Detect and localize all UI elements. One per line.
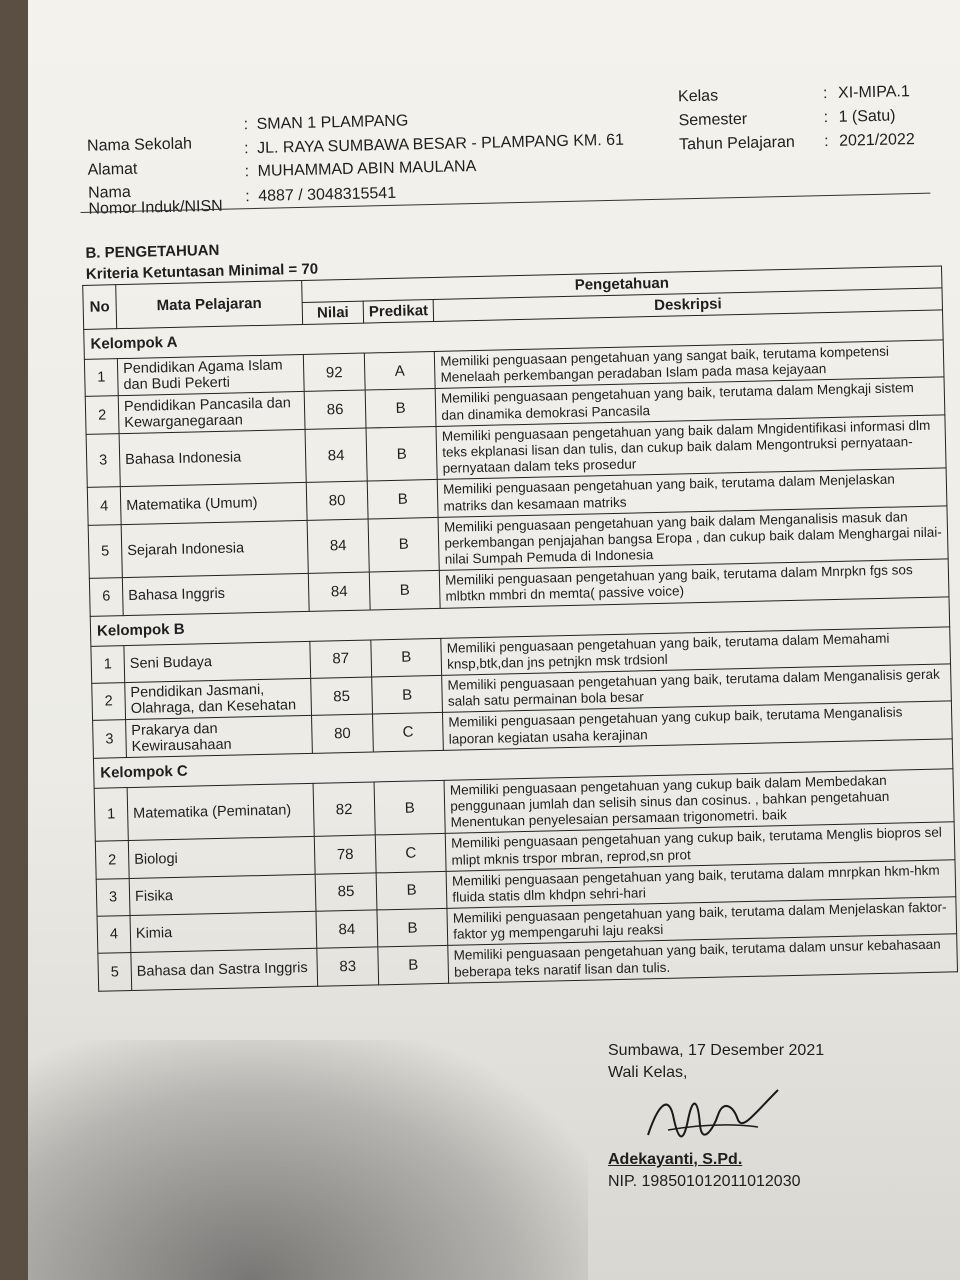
row-number: 5 (98, 953, 132, 991)
row-number: 1 (84, 359, 118, 397)
place-date: Sumbawa, 17 Desember 2021 (608, 1042, 825, 1059)
address-label: Alamat (87, 160, 138, 179)
section-title: B. PENGETAHUAN (85, 241, 220, 262)
row-number: 1 (91, 645, 125, 683)
class-label: Kelas (677, 87, 719, 106)
school-year-value: 2021/2022 (838, 131, 915, 150)
subject-name: Pendidikan Pancasila dan Kewarganegaraan (118, 392, 305, 434)
subject-name: Pendidikan Agama Islam dan Budi Pekerti (117, 354, 304, 396)
description: Memiliki penguasaan pengetahuan yang baik, terutama dalam Mengkaji sistem dan dinamika demokrasi Pancasila (435, 377, 945, 426)
signature-block (608, 1040, 824, 1194)
score: 83 (317, 947, 379, 986)
row-number: 4 (97, 916, 131, 954)
subject-name: Matematika (Peminatan) (127, 783, 314, 841)
row-number: 3 (93, 720, 127, 758)
signer-role: Wali Kelas, (608, 1064, 688, 1082)
score: 85 (315, 873, 377, 912)
row-number: 2 (85, 396, 119, 434)
predicate: B (367, 480, 438, 519)
semester-label: Semester (678, 110, 748, 130)
header-subject: Mata Pelajaran (116, 280, 303, 328)
signature-image (638, 1085, 798, 1149)
row-number: 2 (95, 841, 129, 879)
row-number: 2 (92, 683, 126, 721)
score: 82 (313, 782, 375, 837)
student-name-label: Nama (87, 183, 131, 202)
group-title: Kelompok C (93, 739, 952, 788)
score: 84 (307, 519, 369, 574)
description: Memiliki penguasaan pengetahuan yang baik, terutama dalam Menjelaskan matriks dan kesamaan matriks (437, 468, 947, 517)
predicate: B (372, 675, 443, 714)
subject-name: Pendidikan Jasmani, Olahraga, dan Kesehatan (125, 678, 312, 720)
colon: : (823, 108, 829, 127)
row-number: 3 (86, 433, 120, 487)
header-description: Deskripsi (433, 288, 942, 322)
predicate: B (366, 426, 437, 481)
subject-name: Bahasa Indonesia (119, 429, 306, 487)
predicate: B (365, 389, 436, 428)
nisn-label: Nomor Induk/NISN (88, 197, 223, 218)
row-number: 3 (96, 878, 130, 916)
row-number: 5 (88, 524, 122, 578)
subject-name: Sejarah Indonesia (121, 520, 308, 578)
row-number: 4 (87, 487, 121, 525)
subject-name: Kimia (130, 911, 317, 953)
score: 84 (308, 572, 370, 611)
description: Memiliki penguasaan pengetahuan yang sangat baik, terutama kompetensi Menelaah perkembangan peradaban Islam pada masa kejayaan (435, 340, 945, 389)
kkm-label: Kriteria Ketuntasan Minimal = 70 (85, 260, 319, 283)
report-document (78, 80, 960, 992)
school-year-label: Tahun Pelajaran (678, 133, 795, 154)
header-knowledge: Pengetahuan (302, 266, 942, 303)
score: 80 (312, 714, 374, 753)
grades-table (82, 265, 958, 991)
score: 80 (306, 481, 368, 520)
score: 85 (311, 677, 373, 716)
predicate: C (373, 713, 444, 752)
header-no: No (83, 285, 117, 330)
signer-name: Adekayanti, S.Pd. (608, 1150, 743, 1168)
predicate: B (376, 871, 447, 910)
predicate: B (369, 571, 440, 610)
header-score: Nilai (302, 301, 363, 324)
paper-sheet (28, 0, 960, 1280)
description: Memiliki penguasaan pengetahuan yang baik, terutama dalam Mnrpkn fgs sos mlbtkn mmbri dn memta( passive voice) (439, 559, 949, 608)
subject-name: Seni Budaya (124, 641, 311, 683)
description: Memiliki penguasaan pengetahuan yang baik dalam Menganalisis masuk dan perkembangan penjajahan bangsa Eropa , dan cukup baik dalam Menghargai nilai-nilai Sumpah Pemuda di Indonesia (438, 506, 948, 571)
predicate: B (378, 946, 449, 985)
predicate: B (371, 638, 442, 677)
description: Memiliki penguasaan pengetahuan yang cukup baik, terutama Menglis biopros sel mlipt mknis trspor mbran, reprod,sn prot (445, 822, 955, 871)
group-title: Kelompok B (90, 596, 949, 645)
colon: : (822, 84, 828, 103)
predicate: B (368, 517, 439, 572)
class-value: XI-MIPA.1 (837, 83, 910, 102)
school-address: JL. RAYA SUMBAWA BESAR - PLAMPANG KM. 61 (256, 131, 625, 157)
score: 78 (314, 835, 376, 874)
school-name-label: Nama Sekolah (86, 135, 193, 155)
colon: : (244, 163, 250, 181)
score: 92 (303, 353, 365, 392)
description: Memiliki penguasaan pengetahuan yang cukup baik dalam Membedakan penggunaan jumlah dan selisih sinus dan cosinus. , bahkan pengetahuan Menentukan penyelesaian persamaan trigonometri. baik (444, 769, 954, 834)
student-nisn: 4887 / 3048315541 (258, 184, 397, 205)
school-name: SMAN 1 PLAMPANG (256, 112, 409, 133)
description: Memiliki penguasaan pengetahuan yang cukup baik, terutama Menganalisis laporan kegiatan usaha kerajinan (443, 701, 953, 750)
subject-name: Fisika (129, 874, 316, 916)
subject-name: Prakarya dan Kewirausahaan (126, 716, 313, 758)
score: 84 (316, 910, 378, 949)
description: Memiliki penguasaan pengetahuan yang baik dalam Mngidentifikasi informasi dlm teks ekplanasi lisan dan tulis, dan cukup baik dalam Mengontruksi pernyataan-pernyataan dalam teks prosedur (436, 415, 946, 480)
score: 84 (305, 428, 367, 483)
subject-name: Bahasa dan Sastra Inggris (131, 949, 318, 991)
description: Memiliki penguasaan pengetahuan yang baik, terutama dalam unsur kebahasaan beberapa teks naratif lisan dan tulis. (448, 934, 958, 983)
row-number: 1 (94, 787, 128, 841)
header-predicate: Predikat (363, 299, 434, 323)
score: 86 (304, 390, 366, 429)
predicate: B (377, 908, 448, 947)
colon: : (245, 188, 250, 206)
description: Memiliki penguasaan pengetahuan yang baik, terutama dalam Menjelaskan faktor-faktor yg mempengaruhi laju reaksi (447, 897, 957, 946)
description: Memiliki penguasaan pengetahuan yang baik, terutama dalam Memahami knsp,btk,dan jns petnjkn msk trdsionl (441, 626, 951, 675)
subject-name: Biologi (128, 837, 315, 879)
student-name: MUHAMMAD ABIN MAULANA (257, 157, 477, 180)
description: Memiliki penguasaan pengetahuan yang baik, terutama dalam Menganalisis gerak salah satu permainan bola besar (442, 664, 952, 713)
score: 87 (310, 640, 372, 679)
predicate: C (375, 834, 446, 873)
group-title: Kelompok A (84, 310, 943, 359)
grades-body (84, 310, 958, 991)
signer-nip: NIP. 198501012011012030 (608, 1173, 801, 1191)
row-number: 6 (89, 578, 123, 616)
colon: : (243, 140, 249, 158)
subject-name: Bahasa Inggris (122, 574, 309, 616)
description: Memiliki penguasaan pengetahuan yang baik, terutama dalam mnrpkan hkm-hkm fluida statis dlm khdpn sehri-hari (446, 859, 956, 908)
semester-value: 1 (Satu) (838, 107, 896, 126)
colon: : (823, 132, 829, 151)
predicate: A (364, 351, 435, 390)
predicate: B (374, 780, 445, 835)
subject-name: Matematika (Umum) (120, 483, 307, 525)
colon: : (243, 116, 249, 134)
student-info-header (78, 80, 960, 225)
